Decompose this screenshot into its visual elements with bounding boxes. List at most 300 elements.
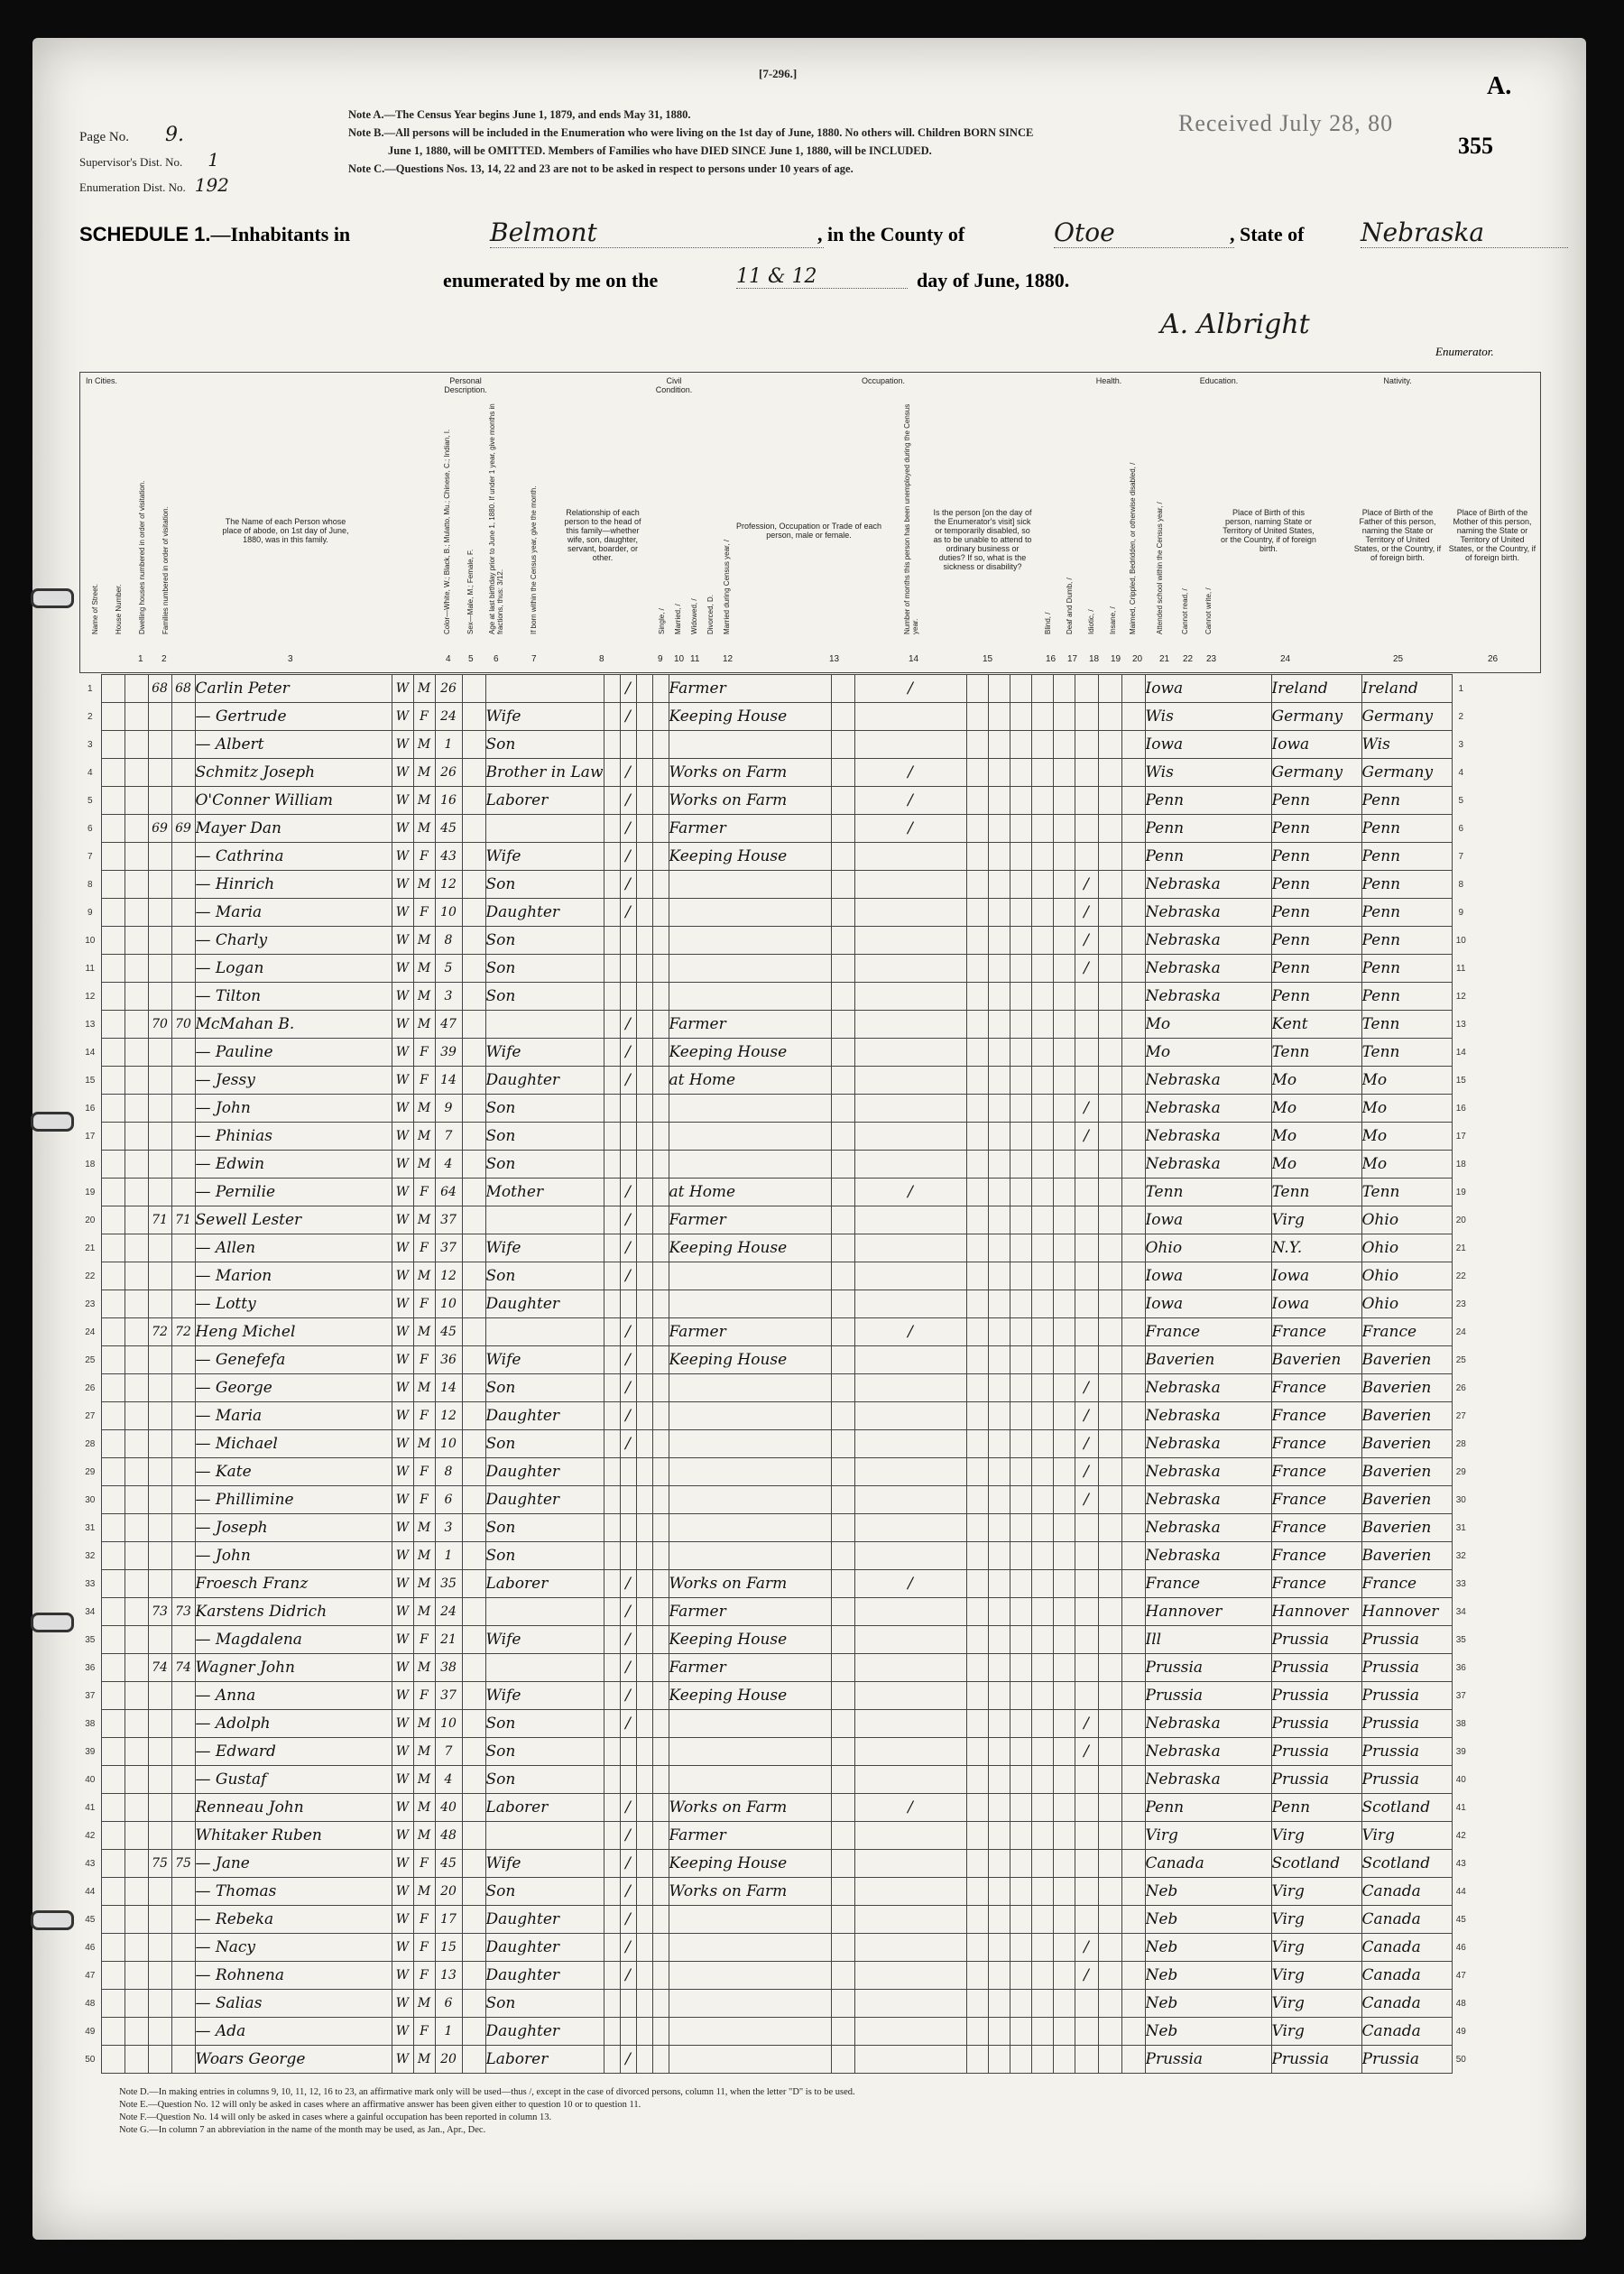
insane-mark	[1031, 955, 1053, 983]
sickness	[854, 1598, 966, 1626]
sickness	[854, 1458, 966, 1486]
widowed-mark	[636, 2018, 652, 2046]
insane-mark	[1031, 1822, 1053, 1850]
divorced-header: Divorced, D.	[706, 594, 715, 634]
house-number-cell	[125, 1151, 148, 1179]
idiotic-mark	[1010, 1011, 1031, 1039]
deaf-mark	[988, 1374, 1010, 1402]
idiotic-mark	[1010, 675, 1031, 703]
unemployed-months	[831, 927, 854, 955]
insane-mark	[1031, 1906, 1053, 1934]
married-year-mark	[652, 1346, 669, 1374]
color: W	[392, 1934, 413, 1962]
school-mark	[1075, 1011, 1098, 1039]
insane-mark	[1031, 675, 1053, 703]
sex: M	[413, 1430, 435, 1458]
column-number: 9	[658, 654, 663, 664]
cannot-read-mark	[1098, 1570, 1121, 1598]
single-mark	[604, 1878, 620, 1906]
person-name: Wagner John	[195, 1654, 392, 1682]
census-row	[79, 1151, 1470, 1179]
family-number: 75	[171, 1850, 195, 1878]
row-number-left: 26	[85, 1382, 96, 1393]
dwelling-number: 70	[148, 1011, 171, 1039]
color: W	[392, 1039, 413, 1067]
single-mark	[604, 2046, 620, 2074]
family-number	[171, 871, 195, 899]
occupation	[669, 1430, 831, 1458]
house-number-cell	[125, 1290, 148, 1318]
attended-school-header: Attended school within the Census year, /	[1156, 502, 1164, 634]
sickness	[854, 955, 966, 983]
row-number-left: 30	[85, 1494, 96, 1505]
unemployed-months	[831, 871, 854, 899]
mother-birthplace: Tenn	[1361, 1011, 1452, 1039]
unemployed-months	[831, 1598, 854, 1626]
maimed-mark	[1053, 1346, 1075, 1374]
birthplace: Wis	[1145, 759, 1271, 787]
single-mark	[604, 1039, 620, 1067]
father-birthplace: Iowa	[1271, 731, 1361, 759]
insane-mark	[1031, 1598, 1053, 1626]
father-birthplace: Prussia	[1271, 1738, 1361, 1766]
unemployed-months	[831, 703, 854, 731]
column-number: 26	[1488, 654, 1499, 664]
married-year-mark	[652, 675, 669, 703]
father-birthplace: France	[1271, 1458, 1361, 1486]
married-year-mark	[652, 1682, 669, 1710]
single-mark	[604, 1654, 620, 1682]
census-row	[79, 1962, 1470, 1990]
person-name: — Phillimine	[195, 1486, 392, 1514]
census-row	[79, 1598, 1470, 1626]
birth-month-header: If born within the Census year, give the month.	[530, 485, 538, 634]
row-number-left: 35	[85, 1634, 96, 1645]
married-header: Married, /	[674, 604, 682, 634]
maimed-mark	[1053, 703, 1075, 731]
birthplace: France	[1145, 1318, 1271, 1346]
widowed-mark	[636, 759, 652, 787]
binding-ring	[31, 588, 74, 608]
married-year-mark	[652, 1514, 669, 1542]
widowed-mark	[636, 899, 652, 927]
sickness	[854, 1067, 966, 1095]
cannot-write-mark	[1121, 1570, 1145, 1598]
idiotic-mark	[1010, 2018, 1031, 2046]
insane-mark	[1031, 1766, 1053, 1794]
person-name: Froesch Franz	[195, 1570, 392, 1598]
mother-birthplace: Scotland	[1361, 1850, 1452, 1878]
color: W	[392, 1486, 413, 1514]
birth-month	[462, 815, 485, 843]
census-row	[79, 815, 1470, 843]
occupation: Keeping House	[669, 1682, 831, 1710]
unemployed-months	[831, 1570, 854, 1598]
school-mark	[1075, 815, 1098, 843]
relationship	[485, 1206, 604, 1234]
person-name: — Anna	[195, 1682, 392, 1710]
sex: M	[413, 1990, 435, 2018]
street-cell	[101, 1179, 125, 1206]
relationship: Son	[485, 1095, 604, 1123]
house-number-cell	[125, 1458, 148, 1486]
mother-birthplace: Baverien	[1361, 1514, 1452, 1542]
married-year-mark	[652, 1794, 669, 1822]
idiotic-mark	[1010, 1878, 1031, 1906]
mother-birthplace: Penn	[1361, 927, 1452, 955]
birth-month	[462, 1878, 485, 1906]
married-year-mark	[652, 2046, 669, 2074]
father-birthplace: Kent	[1271, 1011, 1361, 1039]
unemployed-months	[831, 1626, 854, 1654]
insane-mark	[1031, 1514, 1053, 1542]
row-number-left: 16	[85, 1103, 96, 1114]
census-row	[79, 1262, 1470, 1290]
sex: M	[413, 675, 435, 703]
person-name: Mayer Dan	[195, 815, 392, 843]
married-year-mark	[652, 1318, 669, 1346]
birthplace: Nebraska	[1145, 1095, 1271, 1123]
col-25-header: Place of Birth of the Father of this person, naming the State or Territory of United States, or the Country, if of foreign birth.	[1353, 508, 1442, 562]
county-label: , in the County of	[817, 223, 965, 245]
father-birthplace: Hannover	[1271, 1598, 1361, 1626]
deaf-mark	[988, 731, 1010, 759]
unemployed-months	[831, 1878, 854, 1906]
blind-mark	[966, 1039, 988, 1067]
cannot-write-mark	[1121, 1710, 1145, 1738]
column-number: 6	[494, 654, 499, 664]
age: 43	[435, 843, 462, 871]
age: 47	[435, 1011, 462, 1039]
family-number: 70	[171, 1011, 195, 1039]
house-number-cell	[125, 1598, 148, 1626]
column-number: 16	[1046, 654, 1057, 664]
birth-month	[462, 843, 485, 871]
cannot-read-header: Cannot read, /	[1181, 588, 1189, 634]
column-number: 25	[1393, 654, 1404, 664]
father-birthplace: Prussia	[1271, 2046, 1361, 2074]
cannot-write-mark	[1121, 1458, 1145, 1486]
married-mark: /	[620, 1794, 636, 1822]
dwelling-number	[148, 1374, 171, 1402]
married-year-mark	[652, 703, 669, 731]
single-mark	[604, 1262, 620, 1290]
birth-month	[462, 759, 485, 787]
cannot-write-mark	[1121, 1962, 1145, 1990]
insane-mark	[1031, 759, 1053, 787]
married-year-mark	[652, 1486, 669, 1514]
widowed-mark	[636, 1095, 652, 1123]
birth-month	[462, 1710, 485, 1738]
idiotic-mark	[1010, 1095, 1031, 1123]
occupation	[669, 1095, 831, 1123]
cannot-write-mark	[1121, 1794, 1145, 1822]
occupation	[669, 1990, 831, 2018]
street-cell	[101, 1878, 125, 1906]
single-mark	[604, 955, 620, 983]
age: 20	[435, 1878, 462, 1906]
col-13-header: Profession, Occupation or Trade of each person, male or female.	[735, 522, 882, 540]
married-year-mark	[652, 815, 669, 843]
age: 37	[435, 1234, 462, 1262]
unemployed-months	[831, 1011, 854, 1039]
color: W	[392, 1290, 413, 1318]
blind-mark	[966, 1934, 988, 1962]
person-name: Renneau John	[195, 1794, 392, 1822]
person-name: — Edwin	[195, 1151, 392, 1179]
relationship: Daughter	[485, 899, 604, 927]
sickness: /	[854, 675, 966, 703]
person-name: — Maria	[195, 1402, 392, 1430]
occupation	[669, 1934, 831, 1962]
note-c: Note C.—Questions Nos. 13, 14, 22 and 23 are not to be asked in respect to persons under 10 years of age.	[348, 162, 854, 175]
school-mark	[1075, 1850, 1098, 1878]
mother-birthplace: France	[1361, 1570, 1452, 1598]
age: 3	[435, 1514, 462, 1542]
occupation	[669, 1123, 831, 1151]
occupation: Farmer	[669, 1011, 831, 1039]
maimed-mark	[1053, 1123, 1075, 1151]
birth-month	[462, 1822, 485, 1850]
sex: F	[413, 1346, 435, 1374]
widowed-mark	[636, 1206, 652, 1234]
person-name: — Magdalena	[195, 1626, 392, 1654]
dwelling-number	[148, 1458, 171, 1486]
sickness	[854, 1962, 966, 1990]
person-name: — John	[195, 1095, 392, 1123]
blind-mark	[966, 1878, 988, 1906]
row-number-right: 47	[1455, 1970, 1466, 1981]
house-number-cell	[125, 983, 148, 1011]
maimed-mark	[1053, 815, 1075, 843]
row-number-right: 2	[1458, 711, 1464, 722]
deaf-mark	[988, 899, 1010, 927]
school-mark	[1075, 1570, 1098, 1598]
person-name: — Ada	[195, 2018, 392, 2046]
row-number-right: 48	[1455, 1998, 1466, 2009]
row-number-left: 37	[85, 1690, 96, 1701]
unemployed-months	[831, 1710, 854, 1738]
age: 10	[435, 1430, 462, 1458]
note-a: Note A.—The Census Year begins June 1, 1879, and ends May 31, 1880.	[348, 108, 691, 121]
sex: F	[413, 1179, 435, 1206]
row-number-left: 31	[85, 1522, 96, 1533]
street-cell	[101, 1123, 125, 1151]
color: W	[392, 1542, 413, 1570]
house-number-cell	[125, 1794, 148, 1822]
maimed-mark	[1053, 1095, 1075, 1123]
column-number: 22	[1183, 654, 1194, 664]
street-cell	[101, 703, 125, 731]
married-year-mark	[652, 1934, 669, 1962]
unemployed-months	[831, 1514, 854, 1542]
house-number-cell	[125, 899, 148, 927]
cannot-write-header: Cannot write, /	[1204, 587, 1213, 634]
person-name: — Thomas	[195, 1878, 392, 1906]
widowed-mark	[636, 1962, 652, 1990]
deaf-mark	[988, 1654, 1010, 1682]
row-number-left: 1	[87, 683, 93, 694]
cannot-write-mark	[1121, 843, 1145, 871]
deaf-mark	[988, 787, 1010, 815]
census-row	[79, 1906, 1470, 1934]
relationship: Wife	[485, 703, 604, 731]
maimed-mark	[1053, 1682, 1075, 1710]
age: 26	[435, 759, 462, 787]
deaf-mark	[988, 1123, 1010, 1151]
census-row	[79, 759, 1470, 787]
dwelling-number	[148, 1906, 171, 1934]
row-number-right: 24	[1455, 1326, 1466, 1337]
relationship: Son	[485, 1123, 604, 1151]
color: W	[392, 1738, 413, 1766]
blind-mark	[966, 1710, 988, 1738]
single-mark	[604, 1486, 620, 1514]
idiotic-mark	[1010, 1654, 1031, 1682]
insane-mark	[1031, 1234, 1053, 1262]
color: W	[392, 675, 413, 703]
widowed-mark	[636, 1374, 652, 1402]
street-cell	[101, 1682, 125, 1710]
sex: M	[413, 1206, 435, 1234]
widowed-mark	[636, 1822, 652, 1850]
father-birthplace: Virg	[1271, 1206, 1361, 1234]
unemployed-months	[831, 1346, 854, 1374]
single-mark	[604, 871, 620, 899]
cannot-write-mark	[1121, 1598, 1145, 1626]
blind-mark	[966, 1542, 988, 1570]
dwelling-number	[148, 871, 171, 899]
column-number: 14	[909, 654, 919, 664]
census-row	[79, 1374, 1470, 1402]
maimed-mark	[1053, 1179, 1075, 1206]
mother-birthplace: Tenn	[1361, 1039, 1452, 1067]
father-birthplace: Virg	[1271, 1934, 1361, 1962]
single-mark	[604, 1822, 620, 1850]
person-name: Carlin Peter	[195, 675, 392, 703]
widowed-mark	[636, 1514, 652, 1542]
house-number-cell	[125, 703, 148, 731]
house-number-cell	[125, 1374, 148, 1402]
deaf-mark	[988, 1318, 1010, 1346]
married-mark: /	[620, 1654, 636, 1682]
family-number	[171, 1486, 195, 1514]
census-row	[79, 1514, 1470, 1542]
enumerated-line	[443, 265, 1255, 305]
instructions-top	[348, 106, 1250, 178]
cannot-read-mark	[1098, 899, 1121, 927]
deaf-mark	[988, 1570, 1010, 1598]
house-number-cell	[125, 1710, 148, 1738]
cannot-write-mark	[1121, 1402, 1145, 1430]
maimed-mark	[1053, 787, 1075, 815]
note-b-continued: June 1, 1880, will be OMITTED. Members of Families who have DIED SINCE June 1, 1880, will be INCLUDED.	[388, 144, 932, 157]
occupation	[669, 1738, 831, 1766]
family-number: 73	[171, 1598, 195, 1626]
idiotic-mark	[1010, 1542, 1031, 1570]
column-number: 1	[138, 654, 143, 664]
birth-month	[462, 1934, 485, 1962]
cannot-read-mark	[1098, 955, 1121, 983]
deaf-mark	[988, 703, 1010, 731]
person-name: — Phinias	[195, 1123, 392, 1151]
house-number-cell	[125, 1626, 148, 1654]
married-mark	[620, 1766, 636, 1794]
dwelling-number	[148, 2018, 171, 2046]
age: 38	[435, 1654, 462, 1682]
census-row	[79, 1123, 1470, 1151]
person-name: — Nacy	[195, 1934, 392, 1962]
single-mark	[604, 1598, 620, 1626]
insane-mark	[1031, 1878, 1053, 1906]
column-number: 7	[531, 654, 537, 664]
state-label: , State of	[1230, 223, 1305, 245]
deaf-mark	[988, 1151, 1010, 1179]
school-mark: /	[1075, 955, 1098, 983]
single-mark	[604, 1430, 620, 1458]
unemployed-months	[831, 2018, 854, 2046]
cannot-read-mark	[1098, 1123, 1121, 1151]
occupation: Works on Farm	[669, 1570, 831, 1598]
idiotic-mark	[1010, 1206, 1031, 1234]
father-birthplace: France	[1271, 1542, 1361, 1570]
school-mark	[1075, 1990, 1098, 2018]
relationship	[485, 1318, 604, 1346]
father-birthplace: Penn	[1271, 983, 1361, 1011]
sex: F	[413, 1934, 435, 1962]
age-header: Age at last birthday prior to June 1, 1880. If under 1 year, give months in fractions, thus: 3/12.	[488, 403, 504, 634]
birthplace: Nebraska	[1145, 899, 1271, 927]
person-name: — Rohnena	[195, 1962, 392, 1990]
sickness	[854, 1430, 966, 1458]
married-mark: /	[620, 1039, 636, 1067]
widowed-mark	[636, 1290, 652, 1318]
birth-month	[462, 2046, 485, 2074]
idiotic-mark	[1010, 1067, 1031, 1095]
married-mark: /	[620, 1262, 636, 1290]
mother-birthplace: France	[1361, 1318, 1452, 1346]
father-birthplace: Mo	[1271, 1151, 1361, 1179]
father-birthplace: Prussia	[1271, 1654, 1361, 1682]
birthplace: Tenn	[1145, 1179, 1271, 1206]
birthplace: Iowa	[1145, 1262, 1271, 1290]
idiotic-mark	[1010, 1346, 1031, 1374]
birth-month	[462, 731, 485, 759]
sex: M	[413, 1710, 435, 1738]
relationship: Daughter	[485, 1067, 604, 1095]
row-number-left: 21	[85, 1243, 96, 1253]
row-number-right: 20	[1455, 1215, 1466, 1225]
sex: F	[413, 1234, 435, 1262]
mother-birthplace: Canada	[1361, 2018, 1452, 2046]
county-name: Otoe	[1054, 217, 1234, 248]
relationship: Laborer	[485, 2046, 604, 2074]
mother-birthplace: Germany	[1361, 703, 1452, 731]
house-number-cell	[125, 1934, 148, 1962]
relationship: Son	[485, 1262, 604, 1290]
family-number	[171, 1794, 195, 1822]
dwelling-order-header: Dwelling houses numbered in order of visitation.	[138, 480, 146, 634]
birth-month	[462, 1067, 485, 1095]
sickness	[854, 1710, 966, 1738]
age: 6	[435, 1990, 462, 2018]
birthplace: Prussia	[1145, 1682, 1271, 1710]
sex: M	[413, 1794, 435, 1822]
unemployed-months	[831, 1067, 854, 1095]
family-number	[171, 927, 195, 955]
unemployed-months	[831, 1934, 854, 1962]
blind-mark	[966, 1794, 988, 1822]
